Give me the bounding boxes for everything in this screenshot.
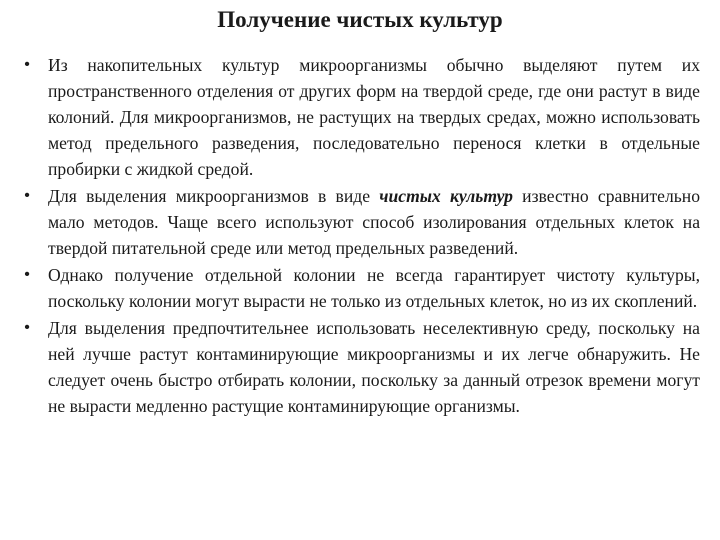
bullet-item-nonselective-medium: [20, 315, 700, 419]
bullet-marker: •: [24, 319, 30, 336]
bullet-text-end: известно сравнительно мало методов. Чаще всего используют способ изолирования отдельных клеток на твердой питательной среде или метод предельных разведений.: [48, 186, 700, 258]
bullet-marker: •: [24, 266, 30, 283]
bullet-marker: •: [24, 187, 30, 204]
bullet-text: Для выделения предпочтительнее использовать неселективную среду, поскольку на ней лучше растут контаминирующие микроорганизмы и их легче обнаружить. Не следует очень быстро отбирать колонии, поскольку за данный отрезок времени могут не вырасти медленно растущие контаминирующие организмы.: [48, 318, 700, 416]
bullet-text-start: Для выделения микроорганизмов в виде: [48, 186, 380, 206]
bullet-item-isolation-from-accumulation: [20, 52, 700, 182]
bullet-list: [20, 52, 700, 419]
bullet-item-colony-purity: [20, 262, 700, 314]
bullet-emphasis-pure-cultures: чистых культур: [379, 186, 513, 206]
bullet-marker: •: [24, 56, 30, 73]
slide-title: Получение чистых культур: [217, 7, 503, 32]
bullet-text: Из накопительных культур микроорганизмы обычно выделяют путем их пространственного отделения от других форм на твердой среде, где они растут в виде колоний. Для микроорганизмов, не растущих на твердых средах, можно использовать метод предельного разведения, последовательно перенося клетки в отдельные пробирки с жидкой средой.: [48, 55, 700, 179]
bullet-item-pure-culture-methods: [20, 183, 700, 261]
bullet-text: Однако получение отдельной колонии не всегда гарантирует чистоту культуры, поскольку колонии могут вырасти не только из отдельных клеток, но из их скоплений.: [48, 265, 700, 311]
